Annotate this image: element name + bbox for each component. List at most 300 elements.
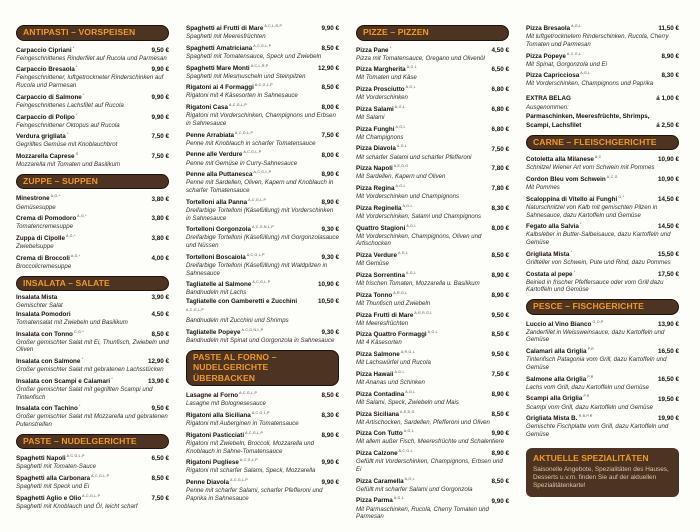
allergen-codes: A,C,G,L — [565, 51, 582, 56]
allergen-codes: A,C,G,L,P — [242, 150, 262, 155]
item-price: 9,30 € — [321, 253, 339, 261]
menu-item-row — [186, 326, 339, 337]
item-description: Mit Salami, Speck, Zwiebeln und Mais — [356, 398, 459, 406]
item-price: 8,90 € — [321, 431, 339, 439]
menu-item — [356, 202, 509, 221]
menu-item-row — [16, 492, 169, 503]
allergen-codes: * — [71, 45, 75, 50]
allergen-codes: A,C,G,L,P — [238, 458, 258, 463]
item-description: Schnitzel Wiener Art vom Schwein mit Pommes — [526, 164, 655, 172]
item-description: Zanderfilet in Weissweinsauce, dazu Kartoffeln und Gemüse — [526, 328, 665, 344]
item-description: Spaghetti mit Meeresfrüchten — [186, 33, 266, 41]
item-name: Mozzarella Caprese $^G$ — [16, 152, 79, 161]
menu-item-row — [526, 69, 679, 80]
allergen-codes: A,R,R,G,L — [413, 310, 433, 315]
item-price: 8,90 € — [491, 272, 509, 280]
item-name: Penne Arrabiata $^{A,C,G,L,P}$ — [186, 130, 254, 139]
item-description: Mit Vorderschinken — [356, 94, 408, 102]
item-price: 14,50 € — [657, 195, 679, 203]
menu-item-row — [356, 388, 509, 399]
item-name: Carpaccio di Salmone * — [16, 92, 85, 101]
item-description: Gemischter Salat — [16, 302, 63, 310]
menu-item — [356, 309, 509, 328]
allergen-codes: A,C,G,L — [397, 449, 413, 454]
item-name: Quattro Stagioni $^{A,G,L}$ — [356, 223, 417, 232]
menu-item — [186, 223, 339, 250]
item-price: 12,90 € — [147, 358, 169, 366]
item-description: Spaghetti mit Tomatensauce, Speck und Zwiebeln — [186, 52, 322, 60]
menu-item-row — [356, 289, 509, 300]
menu-item-row — [16, 212, 169, 223]
item-name: Pizza Funghi $^{A,G,L}$ — [356, 124, 406, 133]
item-price: á 1,00 € — [656, 95, 679, 103]
menu-item — [356, 83, 509, 102]
menu-item — [526, 193, 679, 220]
item-price: 8,90 € — [491, 291, 509, 299]
item-name: Pizza Contadina $^{A,G,L}$ — [356, 389, 416, 398]
item-description: Mit Gemüse — [356, 260, 389, 268]
item-description: Mit Vorderschinken, Salami und Champignons — [356, 212, 482, 220]
allergen-codes: G — [74, 152, 79, 157]
item-name: Pizza Salami $^{A,G,L}$ — [356, 104, 406, 113]
menu-item — [356, 123, 509, 142]
item-name: Pizza Bresaola $^{A,G,L}$ — [526, 24, 582, 33]
menu-item-row — [186, 251, 339, 262]
menu-column-2 — [186, 22, 339, 526]
allergen-codes: A,C,G,L,P — [90, 474, 110, 479]
menu-item — [526, 318, 679, 345]
menu-item-row — [16, 355, 169, 366]
item-price: 9,90 € — [491, 430, 509, 438]
menu-item-row — [526, 193, 679, 204]
item-name: Insalata Mista — [16, 294, 58, 302]
allergen-codes: A,G,L — [405, 65, 417, 70]
item-name: Pizza Napoli $^{A,E,D,G}$ — [356, 164, 409, 173]
item-description: Lasagne mit Bolognesesauce — [186, 400, 266, 408]
item-price: 8,90 € — [491, 450, 509, 458]
menu-item-row — [16, 130, 169, 141]
item-description: Großer gemischter Salat mit Mozzarella und gebratenen Putenstreifen — [16, 413, 168, 429]
allergen-codes: A,C — [593, 155, 602, 160]
allergen-codes: A,C,G,L,P — [247, 197, 267, 202]
item-price: 7,50 € — [151, 495, 169, 503]
menu-item — [526, 268, 679, 295]
item-description: Rigatoni mit Zwiebeln, Broccoli, Mozzarella und Knoblauch in Sahne-Tomatensauce — [186, 439, 315, 455]
item-description: Rigatoni mit 4 Käsesorten in Sahnesauce — [186, 92, 298, 100]
item-price: 4,50 € — [491, 46, 509, 54]
menu-item — [16, 328, 169, 355]
menu-section — [16, 25, 169, 169]
item-description: Naturschnitzel von Kalb mit gemischten Pilzen in Sahnesauce, dazu Kartoffeln und Gemüse — [526, 203, 658, 219]
item-name: Fegato alla Salvia * — [526, 222, 582, 231]
item-price: 9,50 € — [151, 405, 169, 413]
item-price: 7,50 € — [491, 145, 509, 153]
item-price: 9,90 € — [491, 497, 509, 505]
item-price: 13,90 € — [657, 320, 679, 328]
menu-item-row — [186, 476, 339, 487]
menu-section — [16, 276, 169, 429]
item-description: Mit Parmaschinken, Rucola, Cherry Tomaten und Parmesan — [356, 505, 489, 521]
menu-column-3 — [356, 22, 509, 526]
item-name: Tortelloni Gorgonzola $^{A,C,G,N,L,P}$ — [186, 225, 274, 234]
menu-item-row — [356, 103, 509, 114]
item-price: 8,50 € — [151, 475, 169, 483]
menu-item-row — [186, 223, 339, 234]
item-name: Penne alle Verdure $^{A,C,G,L,P}$ — [186, 150, 262, 159]
menu-item — [186, 389, 339, 408]
menu-item — [16, 402, 169, 429]
item-price: 8,90 € — [321, 198, 339, 206]
item-name: Spaghetti ai Frutti di Mare $^{A,C,L,R,P}$ — [186, 24, 283, 33]
allergen-codes: * — [81, 92, 85, 97]
menu-item-row — [16, 375, 169, 386]
item-price: 4,00 € — [151, 254, 169, 262]
item-price: 19,50 € — [657, 395, 679, 403]
menu-item — [526, 22, 679, 49]
item-name: Pizza Margherita $^{A,G,L}$ — [356, 65, 417, 74]
menu-item-row — [526, 373, 679, 384]
item-description: Lachs vom Grill, dazu Kartoffeln und Gemüse — [526, 383, 649, 391]
item-name: Carpaccio Cipriani * — [16, 45, 75, 54]
menu-item — [186, 409, 339, 428]
menu-item-row — [526, 22, 679, 33]
menu-item — [356, 103, 509, 122]
menu-item-row — [356, 427, 509, 438]
section-header: PESCE – FISCHGERICHTE — [526, 299, 679, 315]
item-name: Minestrone $^{A,G,*}$ — [16, 194, 61, 203]
menu-item-row — [356, 44, 509, 55]
item-description: Tintenfisch Patagonia vom Grill, dazu Kartoffeln und Gemüse — [526, 356, 667, 371]
item-description: Spaghetti mit Tomaten-Sauce — [16, 463, 97, 471]
menu-item-row — [356, 162, 509, 173]
item-name: Pizza Capricciosa $^{A,G,L}$ — [526, 71, 591, 80]
item-name: Crema di Pomodoro $^{A,G,*}$ — [16, 214, 87, 223]
item-price: 3,90 € — [151, 294, 169, 302]
menu-item — [526, 50, 679, 69]
menu-item — [356, 427, 509, 446]
item-name: Grigliata Mista B. $^{R,B,P,R}$ — [526, 414, 593, 423]
menu-item-row — [16, 311, 169, 319]
specials-note-box — [526, 448, 679, 498]
allergen-codes: A,G,L — [579, 71, 591, 76]
item-description: Beiried in frischer Pfeffersauce oder vom Grill dazu Kartoffeln und Gemüse — [526, 278, 664, 294]
menu-item-row — [356, 408, 509, 419]
item-description: Scampi vom Grill, dazu Kartoffeln und Gemüse — [526, 403, 654, 411]
menu-item — [186, 42, 339, 61]
item-price: 8,50 € — [491, 331, 509, 339]
item-name: Pizza Regina $^{A,G,L}$ — [356, 184, 406, 193]
allergen-codes: P,R — [586, 374, 594, 379]
item-description: Mit Spinat, Gorgonzola und Ei — [526, 60, 607, 68]
menu-item — [526, 248, 679, 267]
allergen-codes: A,E,D,G — [392, 164, 409, 169]
menu-item-row — [16, 328, 169, 339]
menu-item-row — [186, 389, 339, 400]
item-description: Bandnudeln mit Lachs — [186, 289, 247, 297]
allergen-codes: * — [74, 112, 78, 117]
allergen-codes: A,C,G,L,P — [251, 280, 271, 285]
item-price: 9,50 € — [151, 46, 169, 54]
menu-item-row — [356, 368, 509, 379]
item-description: Gefüllt mit Vorderschinken, Champignons, Erbsen und Ei — [356, 458, 503, 473]
item-name: Tagliatelle con Gamberetti e Zucchini $^{A,C,G,L,P}$ — [186, 298, 298, 313]
allergen-codes: A,G,L — [396, 251, 409, 256]
allergen-codes: A,C,G,L,P — [245, 252, 265, 257]
menu-item — [186, 326, 339, 345]
item-description: Mit Vorderschinken, Champignons, Oliven und Artischocken — [356, 232, 482, 248]
item-name: Pizza Hawaii $^{A,G,L}$ — [356, 369, 405, 379]
menu-item-row — [356, 202, 509, 213]
menu-item — [356, 388, 509, 407]
menu-item-row — [526, 318, 679, 329]
item-price: 14,50 € — [657, 223, 679, 231]
allergen-codes: A,G,* — [76, 214, 87, 219]
item-name: Penne Diavola $^{A,C,G,L,P}$ — [186, 478, 249, 487]
specials-note-text: Saisonelle Angebote, Spezialitäten des Hauses, Desserts u.v.m. finden Sie auf der aktuellen Spezialitätenkarte! — [533, 465, 669, 490]
allergen-codes: A,G,L — [392, 496, 404, 501]
allergen-codes: * — [80, 357, 84, 362]
menu-item — [16, 212, 169, 231]
item-name: Pizza Frutti di Mare $^{A,R,R,G,L}$ — [356, 310, 433, 319]
menu-item-row — [526, 50, 679, 61]
item-description: Mit Lachswürfel und Rucola — [356, 359, 431, 367]
item-description: Pizza mit Tomatensauce, Oregano und Olivenöl — [356, 54, 485, 62]
menu-item-row — [186, 22, 339, 33]
item-description: Mit 4 Käsesorten — [356, 339, 402, 347]
menu-item-row — [526, 122, 679, 130]
item-name: Rigatoni alla Siciliana $^{A,C,G,L,P}$ — [186, 410, 270, 420]
item-description: Rigatoni mit Vorderschinken, Champignons und Erbsen in Sahnesauce — [186, 112, 336, 127]
item-price: 8,50 € — [491, 252, 509, 260]
menu-item-row — [16, 91, 169, 102]
menu-item — [356, 182, 509, 201]
menu-item-row — [16, 44, 169, 55]
item-name: Pizza Siciliana $^{A,E,D,G}$ — [356, 409, 415, 418]
item-name: Pizza Pane * — [356, 45, 392, 54]
item-price: 9,90 € — [151, 113, 169, 121]
menu-item-row — [16, 192, 169, 203]
allergen-codes: A,G,L — [426, 330, 438, 335]
menu-item-row — [16, 111, 169, 122]
menu-section — [186, 350, 339, 503]
item-price: 3,80 € — [151, 215, 169, 223]
allergen-codes: A,C,G,L,P — [228, 103, 247, 108]
item-price: 9,50 € — [491, 311, 509, 319]
item-name: Zuppa di Cipolle $^{A,G,*}$ — [16, 234, 76, 243]
specials-note-title: AKTUELLE SPEZIALITÄTEN — [533, 452, 649, 463]
menu-item-row — [16, 252, 169, 263]
menu-item — [356, 269, 509, 288]
menu-item-row — [186, 196, 339, 207]
item-price: á 2,50 € — [656, 121, 679, 129]
item-description: Broccolicremesuppe — [16, 262, 72, 270]
menu-item — [356, 289, 509, 308]
menu-section — [526, 95, 679, 130]
item-description: Bandnudeln mit Spinat und Gorgonzola in Sahnesauce — [186, 336, 335, 344]
item-description: Gefüllt mit scharfer Salami und Gorgonzola — [356, 485, 473, 493]
item-price: 12,90 € — [317, 64, 339, 72]
section-header: CARNE – FLEISCHGERICHTE — [526, 135, 679, 151]
allergen-codes: A,C,G,L,P — [65, 454, 85, 459]
item-name: Tortelloni alla Panna $^{A,C,G,L,P}$ — [186, 197, 267, 206]
item-name: Pizza Quattro Formaggi $^{A,G,L}$ — [356, 330, 438, 339]
allergen-codes: A,G,L — [403, 476, 415, 481]
menu-item — [356, 447, 509, 474]
menu-item — [526, 345, 679, 372]
item-description: Mit frischen Tomaten, Mozzarella u. Basilikum — [356, 280, 480, 288]
menu-section — [526, 135, 679, 294]
allergen-codes: A,C,G — [605, 175, 618, 180]
item-name: Pizza Caramella $^{A,G,L}$ — [356, 476, 415, 485]
menu-item-row — [356, 249, 509, 260]
menu-item — [186, 148, 339, 167]
item-name: Rigatoni Pugliese $^{A,C,G,L,P}$ — [186, 458, 258, 467]
menu-item — [526, 173, 679, 192]
item-price: 3,80 € — [151, 235, 169, 243]
allergen-codes: A,G,L — [404, 389, 416, 394]
allergen-codes: A,G,L — [405, 223, 417, 228]
menu-item-row — [356, 123, 509, 134]
menu-item — [16, 492, 169, 511]
item-name: Pizza Prosciutto $^{A,G,L}$ — [356, 85, 416, 94]
allergen-codes: A,G,L — [405, 270, 417, 275]
allergen-codes: A,C,G,N,L,P — [240, 327, 264, 332]
item-name: Pizza Con Tutto $^{A,G,L}$ — [356, 429, 414, 438]
item-price: 10,90 € — [317, 281, 339, 289]
item-name: Insalata con Tonno $^{C,G,*}$ — [16, 329, 84, 338]
item-price: 8,90 € — [321, 171, 339, 179]
menu-section — [526, 448, 679, 498]
menu-item-row — [356, 309, 509, 320]
item-description: Kalbsleber in Butter-Salbeisauce, dazu Kartoffeln und Gemüse — [526, 231, 671, 247]
menu-item-row — [186, 298, 339, 317]
allergen-codes: A,C,G,N,L,P — [250, 225, 274, 230]
menu-item — [526, 104, 679, 112]
item-description: Mit Artischocken, Sardellen, Pfefferoni und Oliven — [356, 418, 490, 426]
item-description: Feingeschnittener, luftgetrockneter Rinderschinken auf Rucola und Parmesan — [16, 74, 164, 90]
menu-item — [356, 44, 509, 63]
item-name: Rigatoni ai 4 Formaggi $^{A,C,G,L,P}$ — [186, 83, 273, 92]
item-name: Pizza Reginella $^{A,G,L}$ — [356, 203, 413, 212]
item-name: Penne alla Puttanesca $^{A,C,G,L,P}$ — [186, 170, 272, 179]
allergen-codes: A,C,G,L,P — [252, 170, 272, 175]
menu-item-row — [526, 345, 679, 356]
item-description: Tomatencremesuppe — [16, 223, 74, 231]
allergen-codes: G,* — [617, 194, 625, 199]
item-name: Insalata con Scampi e Calamari * — [16, 376, 113, 385]
section-header: INSALATA – SALATE — [16, 276, 169, 292]
item-name: Rigatoni Casa $^{A,C,G,L,P}$ — [186, 103, 247, 112]
menu-item-row — [526, 220, 679, 231]
menu-item — [526, 412, 679, 439]
menu-item — [16, 355, 169, 374]
item-name: Scampi, Lachsfilet — [526, 121, 582, 129]
item-price: 15,50 € — [657, 250, 679, 258]
item-description: Gegrilltes Gemüse mit Knoblauchbrot — [16, 141, 118, 149]
allergen-codes: A,C,G,L,P — [250, 410, 270, 415]
menu-item-row — [16, 63, 169, 74]
menu-item — [526, 113, 679, 121]
allergen-codes: A,C,G,L,P — [186, 308, 204, 313]
item-price: 8,90 € — [491, 390, 509, 398]
item-name: Costata al pepe * — [526, 269, 576, 278]
menu-item — [186, 196, 339, 223]
item-description: Tomatensalat mit Zwiebeln und Basilikum — [16, 318, 128, 326]
menu-item-row — [16, 472, 169, 483]
allergen-codes: * — [74, 65, 78, 70]
item-price: 8,50 € — [491, 477, 509, 485]
item-name: Verdura grigliata * — [16, 132, 69, 141]
menu-item-row — [186, 101, 339, 112]
menu-item — [526, 392, 679, 411]
item-price: 11,50 € — [658, 25, 679, 33]
allergen-codes: A,G,L — [570, 24, 582, 28]
item-price: 7,80 € — [491, 165, 509, 173]
allergen-codes: A,G,* — [64, 234, 76, 239]
menu-item — [356, 408, 509, 427]
menu-item-row — [356, 269, 509, 280]
menu-item — [186, 129, 339, 148]
allergen-codes: * — [388, 45, 392, 50]
item-name: Insalata con Tachino * — [16, 404, 81, 413]
item-description: Mit scharfer Salami und scharfer Pfefferoni — [356, 153, 472, 161]
menu-item-row — [356, 222, 509, 233]
menu-item-row — [356, 182, 509, 193]
item-price: 6,50 € — [491, 66, 509, 74]
allergen-codes: A,G,L — [393, 104, 406, 109]
menu-item-row — [356, 328, 509, 339]
item-name: Spaghetti Amatriciana $^{A,C,G,L,P}$ — [186, 43, 272, 52]
item-description: Mit Ananas und Schinken — [356, 379, 425, 387]
item-name: Insalata con Salmone * — [16, 357, 84, 366]
item-price: 8,50 € — [321, 84, 339, 92]
item-price: 7,50 € — [321, 131, 339, 139]
allergen-codes: * — [578, 222, 582, 227]
menu-item-row — [16, 452, 169, 463]
menu-item-row — [16, 150, 169, 161]
section-header: ANTIPASTI – VORSPEISEN — [16, 25, 169, 41]
item-description: Penne mit Knoblauch in scharfer Tomatensauce — [186, 139, 316, 147]
section-header: ZUPPE – SUPPEN — [16, 174, 169, 190]
item-price: 8,00 € — [491, 224, 509, 232]
allergen-codes: A,C,G,L,P — [244, 430, 264, 435]
allergen-codes: A,G,L — [394, 184, 406, 189]
allergen-codes: R,B,P,R — [577, 414, 593, 419]
item-price: 9,50 € — [491, 351, 509, 359]
menu-item — [356, 348, 509, 367]
menu-item-row — [526, 173, 679, 184]
menu-item-row — [526, 412, 679, 423]
item-price: 6,50 € — [151, 455, 169, 463]
item-price: 9,90 € — [151, 93, 169, 101]
item-description: Penne mit Sardellen, Oliven, Kapern und Knoblauch in scharfer Tomatensauce — [186, 179, 334, 195]
item-price: 9,90 € — [151, 66, 169, 74]
item-name: EXTRA BELAG — [526, 95, 571, 103]
item-name: Pizza Sorrentina $^{A,G,L}$ — [356, 270, 417, 280]
allergen-codes: A,R,G,L — [399, 350, 415, 355]
item-name: Grigliata Mista * — [526, 249, 573, 258]
item-name: Pizza Diavola $^{A,G,L}$ — [356, 144, 408, 153]
item-price: 10,50 € — [317, 298, 339, 306]
menu-item — [16, 130, 169, 149]
section-header: PASTE AL FORNO – NUDELGERICHTE ÜBERBACKEN — [186, 350, 339, 387]
menu-item — [356, 162, 509, 181]
item-description: Spaghetti mit Speck und Ei — [16, 483, 90, 491]
item-price: 9,90 € — [321, 25, 339, 33]
item-price: 8,90 € — [661, 52, 679, 60]
allergen-codes: A,C,G,L,P — [253, 83, 273, 88]
item-price: 9,30 € — [321, 328, 339, 336]
